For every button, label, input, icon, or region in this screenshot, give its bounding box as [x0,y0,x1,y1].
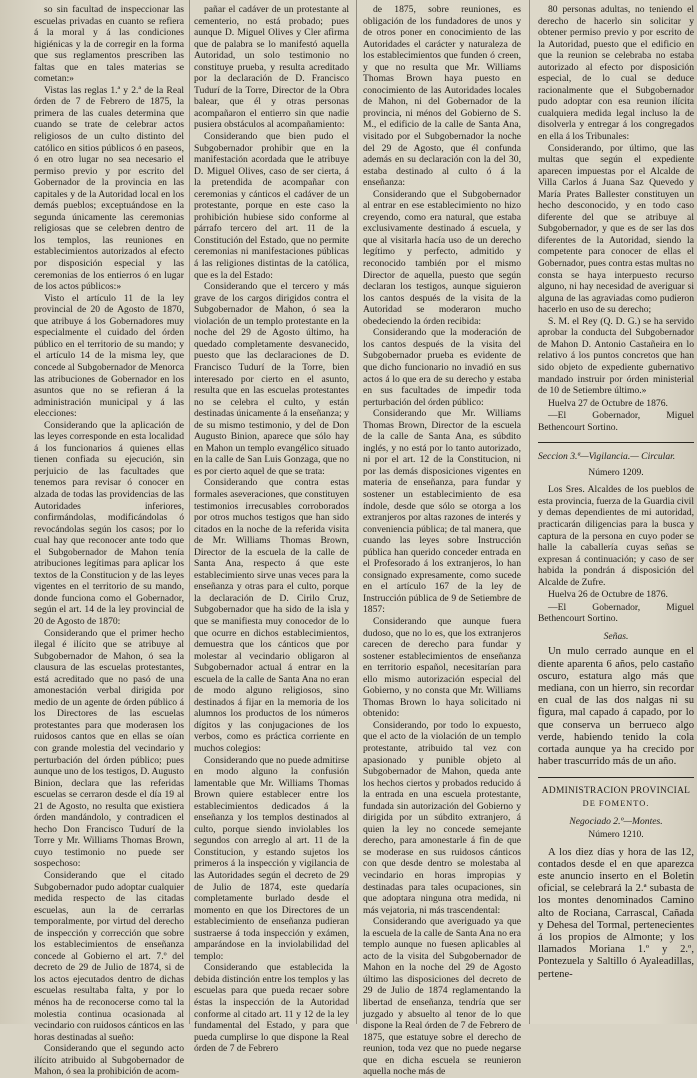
paragraph: Considerando, por todo lo expuesto, que el acto de la violación de un templo protestante, atribuido tal vez con apasionado y punible objeto al Subgobernador de Mahon, queda ante los hechos ciertos y probados reducido á la entrada en una escuela protestante, fundada sin autorización del Gobierno y dirigida por un súbdito extranjero, á quien la ley no concede semejante derecho, para amonestarle á fin de que se moderase en sus ruidosos cánticos con que desde dentro se molestaba al vecindario en horas impropias y destinadas para tales ocupaciones, sin que adoptara ninguna otra medida, ni más vejatoria, ni más trascendental: [363,719,521,916]
paragraph: Considerando que el citado Subgobernador pudo adoptar cualquier medida respecto de las citadas escuelas, aun la de cerrarlas temporalmente, por virtud del derecho de inspección y corrección que sobre los establecimientos de enseñanza concede al Gobierno el art. 7.º del decreto de 29 de Julio de 1874, si de los actos ejecutados dentro de dichas escuelas resultaba falta, y por lo ménos ha de reconocerse como tal la molestia continua ocasionada al vecindario con ruidosos cánticos en las horas destinadas al sueño: [34,870,184,1043]
paragraph: Considerando que el Subgobernador al entrar en ese establecimiento no hizo creyendo, como era natural, que estaba exclusivamente destinado á escuela, y que al visitarla hacía uso de un derecho legítimo y perfecto, admitido y reconocido también por el mismo Director de aquella, puesto que según declaran los testigos, aunque siguieron los cantos después de la visita de la Autoridad se moderaron mucho obedeciendo la órden recibida: [363,188,521,327]
dateline: Huelva 26 de Octubre de 1876. [548,589,668,601]
paragraph: Considerando que contra estas formales aseveraciones, que constituyen testimonios irrecusables corroborados por otros muchos testigos que han sido citados en la noche de la referida visita de Mr. Williams Thomas Brown, Director de la escuela de la calle de Santa Ana, respecto á que este establecimiento sirve unas veces para la enseñanza y otras para el culto, porque la declaración de D. Cirilo Cruz, Subgobernador que ha sido de la isla y que se manifiesta muy conocedor de lo que ocurre en dichos establecimientos, demuestra que los cánticos que por molestar al vecindario obligaron al Subgobernador actual á entrar en la escuela de la calle de Santa Ana no eran de modo alguno religiosos, sino destinados á fijar en la memoria de los alumnos los productos de los números dígitos y las conjugaciones de los verbos, como es práctica corriente en muchos colegios: [194,477,349,754]
paragraph: Considerando que la moderación de los cantos después de la visita del Subgobernador prueba es evidente de que dicho funcionario no invadió en sus actos á lo que era de su derecho y estaba en sus facultades de impedir toda perturbación del órden público: [363,327,521,408]
notice-number: Número 1209. [588,466,644,478]
paragraph: so sin facultad de inspeccionar las escuelas privadas en cuanto se refiera á la moral y á las condiciones higiénicas y la de corregir en la forma que sus reglamentos prescriben las faltas que en tales materias se cometan:» [34,4,184,85]
text-column-1 [34,4,184,1078]
paragraph: de 1875, sobre reuniones, es obligación de los fundadores de unos y de otros poner en conocimiento de las Autoridades el carácter y naturaleza de los establecimientos que funden ó creen, y que no resulta que Mr. Williams Thomas Brown haya puesto en conocimiento de las Autoridades locales de Mahon, ni del Gobernador de la provincia, ni ménos del Gobierno de S. M., el edificio de la calle de Santa Ana, visitado por el Subgobernador la noche del 29 de Agosto, que él confunda además en su declaración con la del 30, estaba destinado al culto ó á la enseñanza: [363,4,521,189]
text-column-2 [194,4,349,1055]
paragraph: Considerando que el segundo acto ilícito atribuido al Subgobernador de Mahon, ó sea la prohibición de acom- [34,1043,184,1078]
paragraph: Considerando que Mr. Williams Thomas Brown, Director de la escuela de la calle de Santa Ana, es súbdito inglés, y no está por lo tanto autorizado, ni por el art. 12 de la Constitucion, ni por las demás disposiciones vigentes en materia de enseñanza, para fundar y sostener un establecimiento de esa índole, desde que sólo se otorga a los extranjeros por altas razones de interés y conveniencia pública; de tal manera, que cuando las leyes sobre Instrucción pública han querido conceder entrada en el Profesorado á los extranjeros, lo han consignado expresamente, como sucede en el artículo 167 de la ley de Instrucción pública de 9 de Setiembre de 1857: [363,408,521,616]
dateline: Huelva 27 de Octubre de 1876. [548,397,668,409]
paragraph: 80 personas adultas, no teniendo el derecho de hacerlo sin solicitar y obtener permiso previo y por escrito de la Autoridad, puesto que el edificio en que la reunion se celebraba no estaba autorizado al efecto por disposición especial, de lo cual se deduce racionalmente que el Subgobernador pudo adoptar con esa reunion ilícita cualquiera medida legal incluso la de disolverla y entregar á los congregados en ella á los Tribunales: [538,4,694,143]
column-divider [356,0,357,1024]
paragraph: Considerando que la aplicación de las leyes corresponde en esta localidad á los funcionarios á quienes ellas tienen confiada su ejecución, sin perjuicio de las facultades que tenemos para revisar ó conocer en alzada de todas las providencias de las Autoridades inferiores, confirmándolas, modificándolas ó revocándolas según los casos; por lo cual hay que reconocer ante todo que el Subgobernador de Mahon tenía atribuciones legítimas para aplicar los textos de la Constitucion y de las leyes vigentes en el territorio de su mando, donde funciona como el Gobernador, según el art. 14 de la ley provincial de 20 de Agosto de 1870: [34,419,184,627]
negociado-label: Negociado 2.º—Montes. [569,815,663,827]
paragraph: pañar el cadáver de un protestante al cementerio, no está probado; pues aunque D. Miguel Olives y Cler afirma que de palabra se lo manifestó aquella Autoridad, un solo testimonio no constituye prueba, y resulta acreditado por la declaración de D. Francisco Tudurí de la Torre, Director de la Obra balear, que él y otras personas acompañaron el entierro sin que nadie pusiera obstáculos al acompañamiento: [194,4,349,131]
paragraph: Considerando que no puede admitirse en modo alguno la confusión lamentable que Mr. Williams Thomas Brown quiere establecer entre los establecimientos dedicados á la enseñanza y los templos destinados al culto, porque siendo inviolables los segundos con arreglo al art. 11 de la Constitucion, y estando sujetos los primeros á la inspección y vigilancia de las Autoridades según el decreto de 29 de Julio de 1874, este quedaría completamente burlado desde el momento en que los Directores de un establecimiento de enseñanza pudieran sustraerse á toda inspección y exámen, amparándose en la inviolabilidad del templo: [194,754,349,962]
description-paragraph: Un mulo cerrado aunque en el diente aparenta 6 años, pelo castaño oscuro, estatura algo más que mediana, con un hierro, sin recordar en cual de las dos nalgas ni su figura, mal capado á capado, por lo que conserva un berrueco algo verde, habiendo tenido la cola cortada aunque ya ha crecido por haber trascurrido más de un año. [538,646,694,768]
text-column-3 [363,4,521,1078]
signature: —El Gobernador, Miguel Bethencourt Sortino. [538,410,694,433]
paragraph: Considerando que averiguado ya que la escuela de la calle de Santa Ana no era templo aunque no fuesen aplicables al acto de la visita del Subgobernador de Mahon en la noche del 29 de Agosto último las disposiciones del decreto de 29 de Julio de 1874 reglamentando la libertad de enseñanza, tendría que ser juzgado y absuelto al tenor de lo que dispone la Real órden de 7 de Febrero de 1875, que estatuye sobre el derecho de reunion, toda vez que no puede negarse que en dicha escuela se reunieron aquella noche más de [363,916,521,1078]
paragraph: Considerando que establecida la debida distinción entre los templos y las escuelas para que pueda recaer sobre éstas la inspección de la Autoridad conforme al citado art. 11 y 12 de la ley fundamental del Estado, y para que pueda cumplirse lo que dispone la Real órden de 7 de Febrero [194,962,349,1055]
senas-title: Señas. [603,630,629,642]
paragraph: A los diez días y hora de las 12, contados desde el en que aparezca este anuncio inserto en el Boletin oficial, se celebrará la 2.ª subasta de los montes denominados Camino alto de Rociana, Carrascal, Cañada y Dehesa del Tormal, pertenecientes á los propios de Almonte; y los llamados Moriana 1.º y 2.º, Pontezuela y Saltillo ó Ayaleadillas, pertene- [538,846,694,980]
paragraph: Los Sres. Alcaldes de los pueblos de esta provincia, fuerza de la Guardia civil y demas dependientes de mi autoridad, practicarán diligencias para la busca y captura de la persona en cuyo poder se halle la caballería cuyas señas se expresan á continuación; y caso de ser habida la pondrán á disposición del Alcalde de Zufre. [538,484,694,588]
notice-number: Número 1210. [588,829,644,841]
section-rule [538,777,694,778]
paragraph: S. M. el Rey (Q. D. G.) se ha servido aprobar la conducta del Subgobernador de Mahon D. Antonio Castañeira en lo relativo á los puntos concretos que han sido objeto de expediente gubernativo mandado instruir por órden ministerial de 10 de Setiembre último.» [538,315,694,397]
paragraph: Considerando, por último, que las multas que según el expediente aparecen impuestas por el Alcalde de Villa Carlos á Juana Saz Quevedo y María Prates Ballester constituyen un hecho desconocido, y en todo caso diferente del que se atribuye al Subgobernador, y que es de ser las dos diferentes de la Autoridad, siendo la competente para conocer de ellas el Gobernador, pues contra estas multas no consta se haya interpuesto recurso alguno, ni hay necesidad de averiguar si alguna de las agraviadas como pudieron hacerlo en uso de su derecho; [538,142,694,316]
signature: —El Gobernador, Miguel Bethencourt Sortino. [538,601,694,625]
column-divider [189,0,190,1024]
admin-subheading: DE FOMENTO. [582,799,650,809]
column-divider [529,0,530,1024]
section-rule [538,442,694,443]
paragraph: Vistas las reglas 1.ª y 2.ª de la Real órden de 7 de Febrero de 1875, la primera de las cuales determina que cuando se trate de celebrar actos religiosos de un culto distinto del católico en sitios públicos ó en paseos, ó en otro lugar no sea necesario el permiso previo y por escrito del Gobernador de la provincia en las capitales y de la Autoridad local en los demás pueblos; exceptuándose en la segunda únicamente las ceremonias religiosas que se celebren dentro de los templos, las reuniones en establecimientos autorizados al efecto por disposición especial y las ceremonias de los entierros ó en lugar de los actos públicos:» [34,84,184,293]
admin-heading: ADMINISTRACION PROVINCIAL [541,786,691,797]
text-column-4 [538,4,694,1020]
paragraph: Visto el artículo 11 de la ley provincial de 20 de Agosto de 1870, que atribuye á los Gobernadores muy especialmente el cuidado del órden público en el territorio de su mando; y el artículo 14 de la misma ley, que concede al Subgobernador de Menorca las atribuciones de Gobernador en los asuntos que no se refieran á la administración municipal y á las elecciones: [34,292,184,420]
paragraph: Considerando que bien pudo el Subgobernador prohibir que en la manifestación acordada que le atribuye D. Miguel Olives, caso de ser cierta, á la pretendida de acompañar con ceremonias y cánticos el cadáver de un protestante, porque en este caso la prohibición hubiese sido conforme al párrafo tercero del art. 11 de la Constitución del Estado, que no permite ceremonias ni manifestaciones públicas á las religiones distintas de la católica, que es la del Estado: [194,131,349,281]
paragraph: Considerando que el tercero y más grave de los cargos dirigidos contra el Subgobernador de Mahon, ó sea la violación de un templo protestante en la noche del 29 de Agosto último, ha quedado completamente desvanecido, puesto que las declaraciones de D. Francisco Tudurí de la Torre, bien interesado por cierto en el asunto, resulta que en las escuelas protestantes no se celebra el culto, y están destinadas únicamente á la enseñanza; y de su mismo testimonio, y del de Don Augusto Binion, aparece que sólo hay en Mahon un templo evangélico situado en la calle de San Luis Gonzaga, que no es por cierto aquel de que se trata: [194,281,349,477]
paragraph: Considerando que el primer hecho ilegal é ilícito que se atribuye al Subgobernador de Mahon, ó sea la clausura de las escuelas protestantes, está acreditado que no pasó de una amonestación verbal dirigida por medio de un agente de órden público á los Directores de las escuelas protestantes para que moderasen los ruidosos cantos que en ellas se oían con grande molestia del vecindario y perturbación del órden público; pues aunque uno de los testigos, D. Augusto Binion, declara que las referidas escuelas se cerraron desde el día 19 al 21 de Agosto, no resulta que existiera órden mandándolo, y contradicen el hecho Don Francisco Tudurí de la Torre y Mr. Williams Thomas Brown, cuyo testimonio no puede ser sospechoso: [34,627,184,870]
paragraph: Considerando que aunque fuera dudoso, que no lo es, que los extranjeros carecen de derecho para fundar y sostener establecimientos de enseñanza en territorio español, necesitarían para ello mismo autorización especial del Gobierno, y no consta que Mr. Williams Thomas Brown lo haya solicitado ni obtenido: [363,615,521,720]
section-label: Seccion 3.ª—Vigilancia.— Circular. [538,451,676,463]
